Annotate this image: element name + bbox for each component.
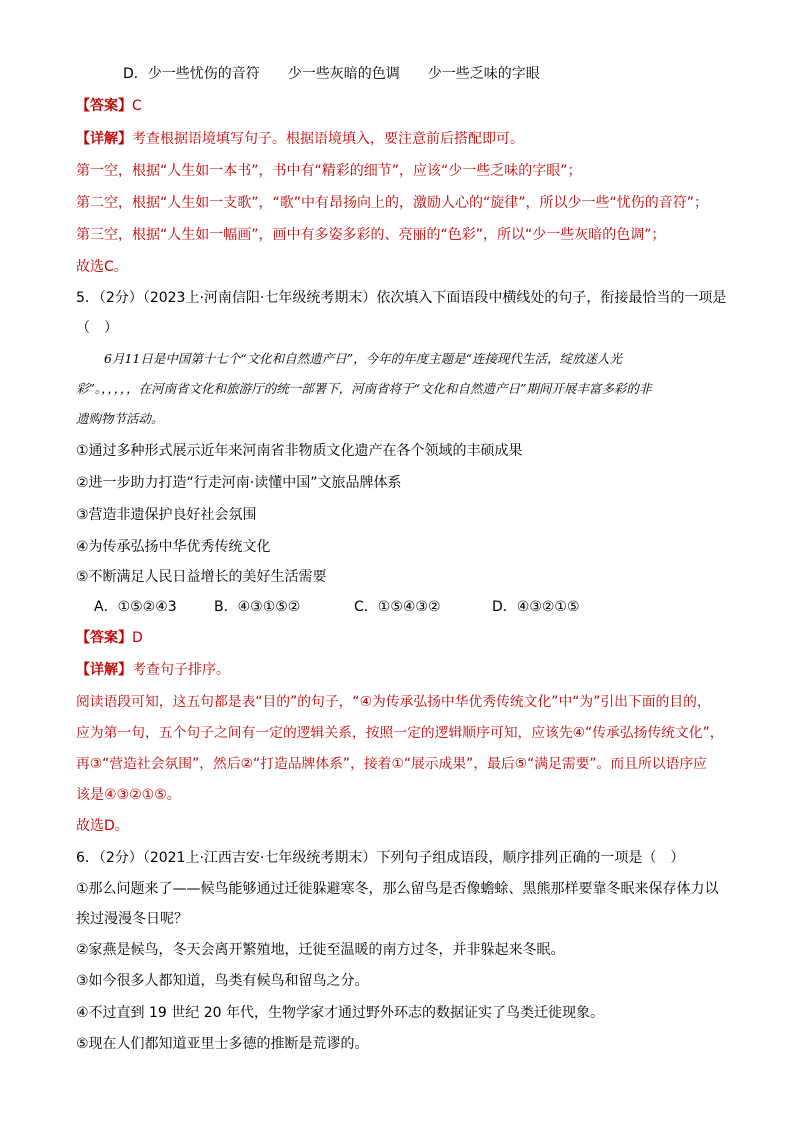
q5-detail-line: 该是④③②①⑤。 [76, 787, 181, 803]
q5-passage-line: 彩”。，，，，，在河南省文化和旅游厅的统一部署下，河南省将于“文化和自然遗产日”期间开展丰富多彩的非 [76, 381, 652, 396]
q6-line: ⑤现在人们都知道亚里士多德的推断是荒谬的。 [76, 1036, 369, 1052]
q5-conclusion: 故选D。 [76, 818, 129, 834]
q5-detail-line: 再③“营造社会氛围”，然后②“打造品牌体系”，接着①“展示成果”，最后⑤“满足需要”。而且所以语序应 [76, 756, 707, 772]
detail-row [76, 129, 524, 149]
answer-tag: 【答案】 [76, 98, 132, 114]
q5-passage-line: 6月11日是中国第十七个“文化和自然遗产日”，今年的年度主题是“连接现代生活，绽放迷人光 [104, 351, 623, 366]
option-d: D．少一些忧伤的音符 少一些灰暗的色调 少一些乏味的字眼 [123, 66, 540, 82]
answer-value: D [132, 630, 143, 646]
q5-item: ⑤不断满足人民日益增长的美好生活需要 [76, 569, 327, 585]
q6-line: ③如今很多人都知道，鸟类有候鸟和留鸟之分。 [76, 973, 369, 989]
detail-line: 第一空，根据“人生如一本书”，书中有“精彩的细节”，应该“少一些乏味的字眼”； [76, 163, 582, 179]
q5-detail-line: 阅读语段可知，这五句都是表“目的”的句子，“④为传承弘扬中华优秀传统文化”中“为”引出下面的目的， [76, 694, 711, 710]
q5-answer-row [76, 628, 143, 648]
q5-item: ②进一步助力打造“行走河南·读懂中国”文旅品牌体系 [76, 475, 402, 491]
q5-option-c: C．①⑤④③② [354, 599, 441, 615]
q5-item: ①通过多种形式展示近年来河南省非物质文化遗产在各个领域的丰硕成果 [76, 443, 523, 459]
detail-text: 考查根据语境填写句子。根据语境填入，要注意前后搭配即可。 [132, 131, 524, 147]
q6-line: ②家燕是候鸟，冬天会离开繁殖地，迁徙至温暖的南方过冬，并非躲起来冬眠。 [76, 942, 565, 958]
q5-detail-row [76, 660, 230, 680]
q5-option-a: A．①⑤②④3 [94, 599, 177, 615]
detail-tag: 【详解】 [76, 131, 132, 147]
q5-stem-bracket: （ ） [76, 320, 118, 336]
detail-text: 考查句子排序。 [132, 662, 230, 678]
answer-row [76, 96, 142, 116]
q5-option-d: D．④③②①⑤ [492, 599, 580, 615]
answer-value: C [132, 98, 142, 114]
q5-detail-line: 应为第一句，五个句子之间有一定的逻辑关系，按照一定的逻辑顺序可知，应该先④“传承弘扬传统文化”， [76, 725, 724, 741]
detail-line: 第三空，根据“人生如一幅画”，画中有多姿多彩的、亮丽的“色彩”，所以“少一些灰暗的色调”； [76, 227, 666, 243]
q5-item: ③营造非遗保护良好社会氛围 [76, 507, 257, 523]
q6-line: ④不过直到 19 世纪 20 年代，生物学家才通过野外环志的数据证实了鸟类迁徙现象。 [76, 1005, 604, 1021]
q5-item: ④为传承弘扬中华优秀传统文化 [76, 539, 271, 555]
q6-line: ①那么问题来了——候鸟能够通过迁徙躲避寒冬，那么留鸟是否像蟾蜍、黑熊那样要靠冬眠来保存体力以 [76, 881, 719, 897]
q6-stem: 6．（2分）（2021上·江西吉安·七年级统考期末）下列句子组成语段，顺序排列正确的一项是（ ） [76, 850, 685, 866]
detail-line: 第二空，根据“人生如一支歌”，“歌”中有昂扬向上的，激励人心的“旋律”，所以少一些“忧伤的音符”； [76, 195, 709, 211]
detail-tag: 【详解】 [76, 662, 132, 678]
q5-stem: 5．（2分）（2023上·河南信阳·七年级统考期末）依次填入下面语段中横线处的句子，衔接最恰当的一项是 [76, 290, 727, 306]
q5-passage-line: 遗购物节活动。 [76, 411, 164, 426]
q5-option-b: B．④③①⑤② [214, 599, 301, 615]
q6-line: 挨过漫漫冬日呢？ [76, 911, 188, 927]
answer-tag: 【答案】 [76, 630, 132, 646]
detail-line: 故选C。 [76, 259, 128, 275]
